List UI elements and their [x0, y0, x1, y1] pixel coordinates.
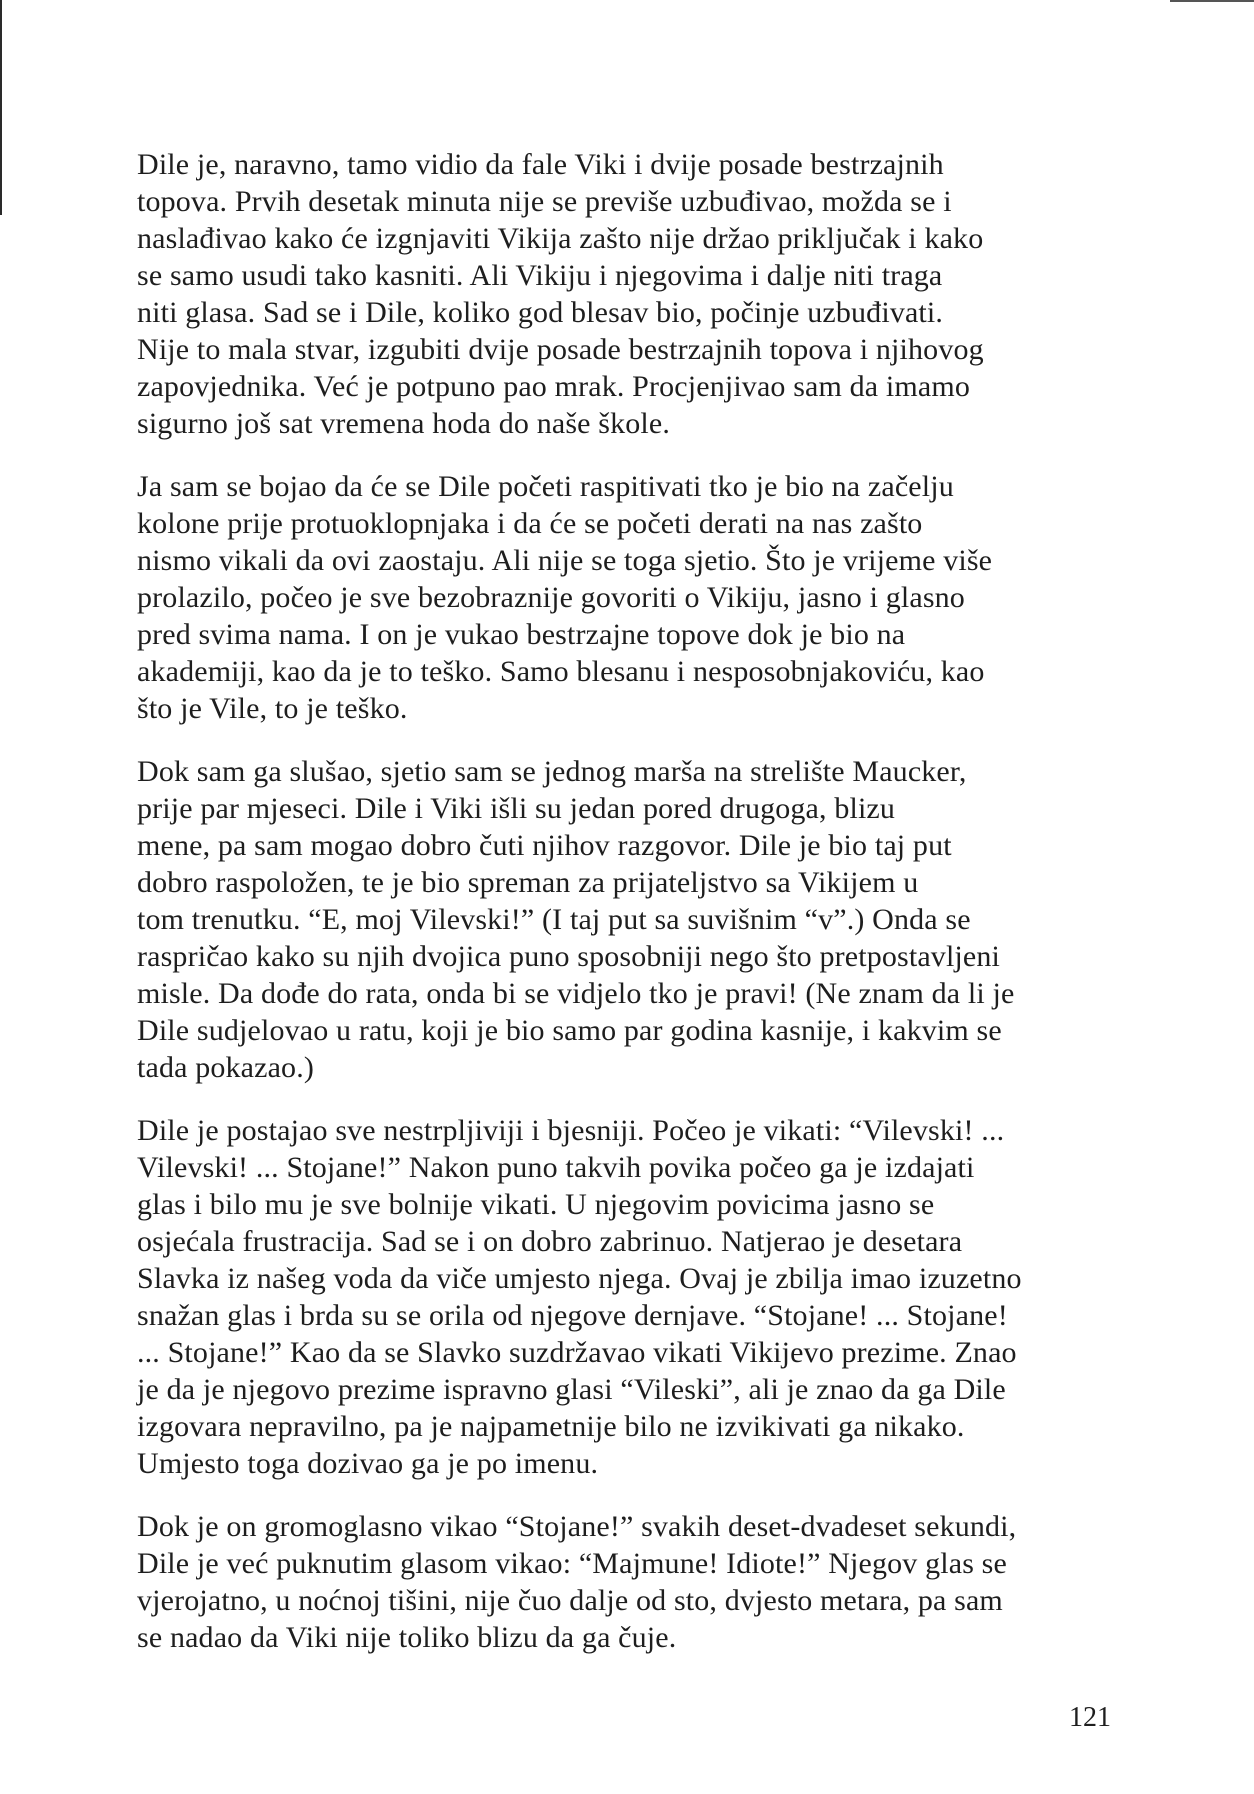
text-line: tada pokazao.): [137, 1051, 315, 1084]
text-line: se nadao da Viki nije toliko blizu da ga čuje.: [137, 1621, 677, 1654]
text-line: akademiji, kao da je to teško. Samo blesanu i nesposobnjakoviću, kao: [137, 655, 985, 688]
text-line: Dok je on gromoglasno vikao “Stojane!” svakih deset-dvadeset sekundi,: [137, 1510, 1017, 1543]
paragraph-5: [137, 1508, 1117, 1656]
paragraph-2: [137, 468, 1117, 727]
text-line: ... Stojane!” Kao da se Slavko suzdržavao vikati Vikijevo prezime. Znao: [137, 1336, 1017, 1369]
text-line: je da je njegovo prezime ispravno glasi “Vileski”, ali je znao da ga Dile: [137, 1373, 1006, 1406]
text-line: osjećala frustracija. Sad se i on dobro zabrinuo. Natjerao je desetara: [137, 1225, 963, 1258]
text-line: izgovara nepravilno, pa je najpametnije bilo ne izvikivati ga nikako.: [137, 1410, 965, 1443]
text-line: Dile je, naravno, tamo vidio da fale Viki i dvije posade bestrzajnih: [137, 148, 944, 181]
text-line: što je Vile, to je teško.: [137, 692, 408, 725]
text-line: Dile sudjelovao u ratu, koji je bio samo par godina kasnije, i kakvim se: [137, 1014, 1002, 1047]
text-line: Slavka iz našeg voda da viče umjesto njega. Ovaj je zbilja imao izuzetno: [137, 1262, 1022, 1295]
text-line: Umjesto toga dozivao ga je po imenu.: [137, 1447, 599, 1480]
text-line: sigurno još sat vremena hoda do naše škole.: [137, 407, 671, 440]
text-line: naslađivao kako će izgnjaviti Vikija zašto nije držao priključak i kako: [137, 222, 984, 255]
paragraph-3: [137, 753, 1117, 1086]
text-line: vjerojatno, u noćnoj tišini, nije čuo dalje od sto, dvjesto metara, pa sam: [137, 1584, 1003, 1617]
text-line: raspričao kako su njih dvojica puno sposobniji nego što pretpostavljeni: [137, 940, 1001, 973]
text-line: nismo vikali da ovi zaostaju. Ali nije se toga sjetio. Što je vrijeme više: [137, 544, 993, 577]
page-number: 121: [1069, 1702, 1111, 1733]
text-line: Ja sam se bojao da će se Dile početi raspitivati tko je bio na začelju: [137, 470, 954, 503]
scan-edge-left: [0, 0, 2, 215]
paragraph-1: [137, 146, 1117, 442]
text-line: kolone prije protuoklopnjaka i da će se početi derati na nas zašto: [137, 507, 923, 540]
text-line: se samo usudi tako kasniti. Ali Vikiju i njegovima i dalje niti traga: [137, 259, 943, 292]
paragraph-4: [137, 1112, 1117, 1482]
text-line: pred svima nama. I on je vukao bestrzajne topove dok je bio na: [137, 618, 906, 651]
text-line: Dile je postajao sve nestrpljiviji i bjesniji. Počeo je vikati: “Vilevski! ...: [137, 1114, 1005, 1147]
text-line: mene, pa sam mogao dobro čuti njihov razgovor. Dile je bio taj put: [137, 829, 952, 862]
scan-edge-top: [1170, 0, 1254, 2]
text-line: Vilevski! ... Stojane!” Nakon puno takvih povika počeo ga je izdajati: [137, 1151, 975, 1184]
text-line: topova. Prvih desetak minuta nije se previše uzbuđivao, možda se i: [137, 185, 952, 218]
text-line: Dile je već puknutim glasom vikao: “Majmune! Idiote!” Njegov glas se: [137, 1547, 1007, 1580]
text-line: niti glasa. Sad se i Dile, koliko god blesav bio, počinje uzbuđivati.: [137, 296, 944, 329]
text-line: Nije to mala stvar, izgubiti dvije posade bestrzajnih topova i njihovog: [137, 333, 984, 366]
text-line: prije par mjeseci. Dile i Viki išli su jedan pored drugoga, blizu: [137, 792, 896, 825]
text-line: glas i bilo mu je sve bolnije vikati. U njegovim povicima jasno se: [137, 1188, 935, 1221]
text-line: dobro raspoložen, te je bio spreman za prijateljstvo sa Vikijem u: [137, 866, 919, 899]
text-line: misle. Da dođe do rata, onda bi se vidjelo tko je pravi! (Ne znam da li je: [137, 977, 1015, 1010]
text-line: prolazilo, počeo je sve bezobraznije govoriti o Vikiju, jasno i glasno: [137, 581, 965, 614]
text-line: snažan glas i brda su se orila od njegove dernjave. “Stojane! ... Stojane!: [137, 1299, 1008, 1332]
text-line: tom trenutku. “E, moj Vilevski!” (I taj put sa suvišnim “v”.) Onda se: [137, 903, 971, 936]
text-line: Dok sam ga slušao, sjetio sam se jednog marša na strelište Maucker,: [137, 755, 967, 788]
text-line: zapovjednika. Već je potpuno pao mrak. Procjenjivao sam da imamo: [137, 370, 970, 403]
page-body: [137, 146, 1117, 1682]
